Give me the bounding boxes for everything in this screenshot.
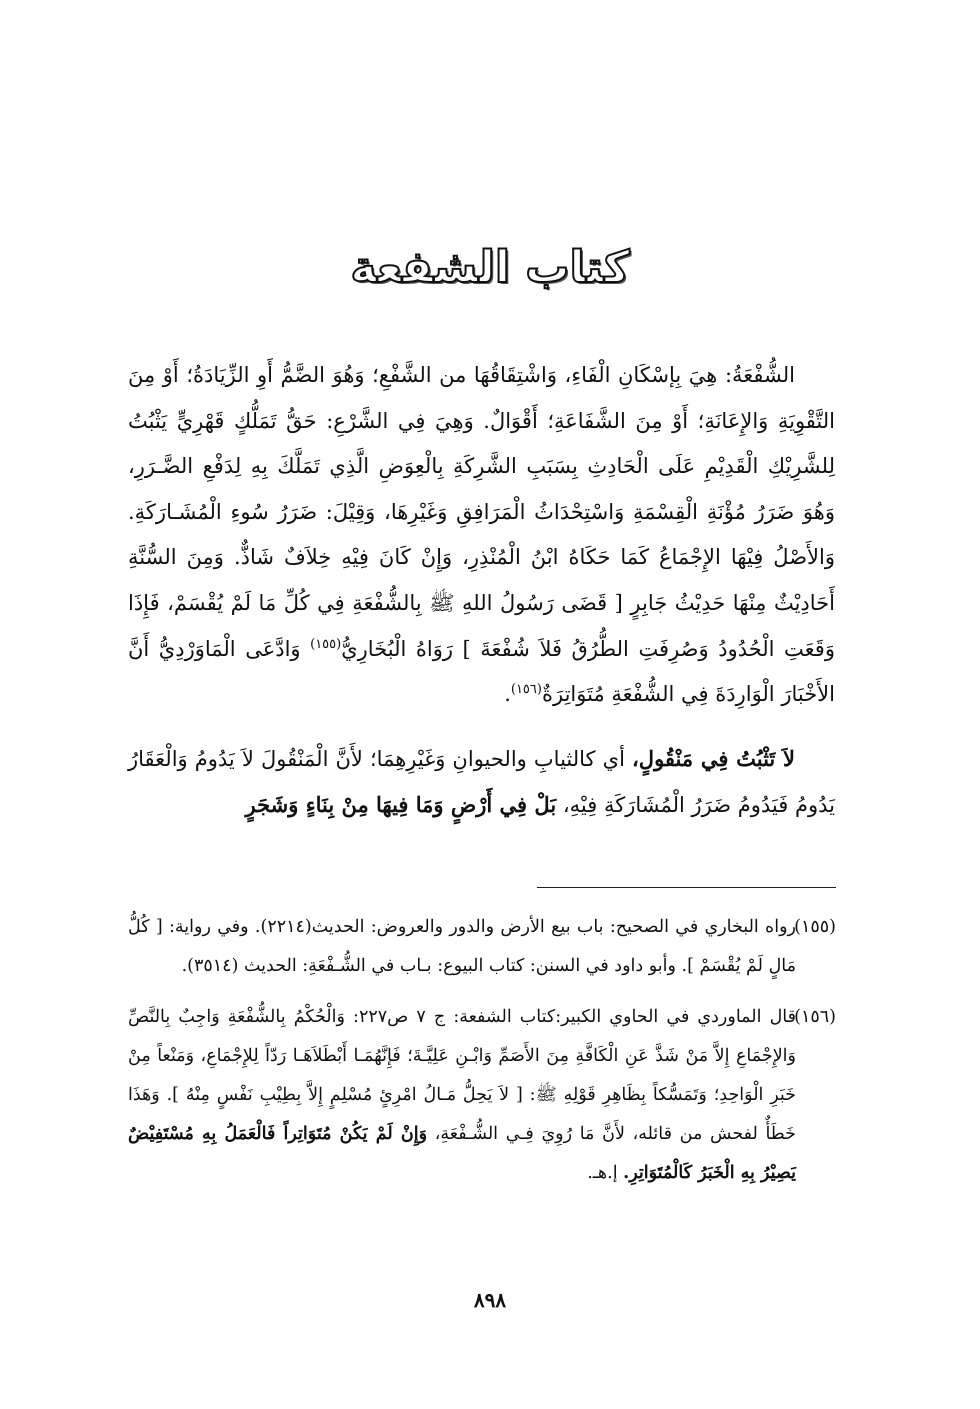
paragraph-conditions <box>128 736 835 829</box>
commentary-text: أي كالثيابِ والحيوانِ وَغَيْرِهِمَا؛ لأَنَّ الْمَنْقُولَ لاَ يَدُومُ وَالْعَقَارُ يَدُومُ فَيَدُومُ ضَرَرُ الْمُشَارَكَةِ فِيْهِ، <box>128 746 835 818</box>
footnote-155 <box>128 908 836 986</box>
footnote-number: (١٥٦) <box>794 1007 836 1027</box>
footnote-reference-156[interactable]: (١٥٦) <box>510 682 542 698</box>
matn-phrase-land: بَلْ فِي أَرْضٍ وَمَا فِيهَا مِنْ بِنَاءٍ وَشَجَرٍ <box>245 792 557 818</box>
footnote-reference-155[interactable]: (١٥٥) <box>310 636 342 652</box>
footnotes-section <box>128 908 836 1205</box>
mawardi-claim-text: وَادَّعَى الْمَاوَرْدِيُّ أَنَّ الأَخْبَارَ الْوَارِدَةَ فِي الشُّفْعَةِ مُتَوَاتِرَةٌ <box>128 636 835 707</box>
chapter-title: كتاب الشفعة <box>350 242 630 293</box>
footnote-156 <box>128 998 836 1193</box>
footnote-bold-text: وَإِنْ لَمْ يَكُنْ مُتَوَاتِراً فَالْعَمَلُ بِهِ مُسْتَفِيْضٌ يَصِيْرُ بِهِ الْخَبَرُ كَالْمُتَوَاتِرِ. <box>128 1124 796 1183</box>
definition-text: الشُّفْعَةُ: هِيَ بِإسْكَانِ الْفَاءِ، وَاشْتِقَاقُهَا من الشَّفْعِ؛ وَهُوَ الضَّمُّ أَوِ الزِّيَادَةُ؛ أَوْ مِنَ التَّقْوِيَةِ وَالإِعَانَةِ؛ أَوْ مِنَ الشَّفَاعَةِ؛ أَقْوَالٌ. وَهِيَ فِي الشَّرْعِ: حَقُّ تَمَلُّكٍ قَهْرِيٍّ يَثْبُتُ لِلشَّرِيْكِ الْقَدِيْمِ عَلَى الْحَادِثِ بِسَبَبِ الشَّرِكَةِ بِالْعِوَضِ الَّذِي تَمَلَّكَ بِهِ لِدَفْعِ الضَّـرَرِ، وَهُوَ ضَرَرُ مُؤْنَةِ الْقِسْمَةِ وَاسْتِحْدَاثُ الْمَرَافِقِ وَغَيْرِهَا، وَقِيْلَ: ضَرَرُ سُوءِ الْمُشَـارَكَةِ. وَالأَصْلُ فِيْهَا الإِجْمَاعُ كَمَا حَكَاهُ ابْنُ الْمُنْذِرِ، وَإِنْ كَانَ فِيْهِ خِلاَفٌ شَاذٌّ. وَمِنَ السُّنَّةِ أَحَادِيْثٌ مِنْهَا حَدِيْثُ جَابِرٍ <box>128 363 835 615</box>
footnote-text: قال الماوردي في الحاوي الكبير:كتاب الشفعة: ج ٧ ص٢٢٧: وَالْحُكْمُ بِالشُّفْعَةِ وَاجِبٌ بِالنَّصِّ وَالإِجْمَاعِ إِلاَّ مَنْ شَذَّ عَنِ الْكَافَّةِ مِنَ الأَصَمِّ وَابْـنِ عَلِيَّـةَ؛ فَإِنَّهُمَـا أَبْطَلاَهَـا رَدّاً لِلإِجْمَاعِ، وَمَنْعاً مِنْ خَبَرِ الْوَاحِدِ؛ وَتَمَسُّكاً بِظَاهِرِ قَوْلِهِ ﷺ: [ لاَ يَحِلُّ مَـالُ امْرِئٍ مُسْلِمٍ إِلاَّ بِطِيْبِ نَفْسٍ مِنْهُ ]. وَهَذَا خَطَأٌ لفحش من قائله، لأَنَّ مَا رُوِيَ فِـي الشُّـفْعَةِ، <box>128 1007 796 1144</box>
footnote-text: رواه البخاري في الصحيح: باب بيع الأرض والدور والعروض: الحديث(٢٢١٤). وفي رواية: [ كُلُّ مَالٍ لَمْ يُقْسَمْ ]. وأبو داود في السنن: كتاب البيوع: بـاب في الشُّـفْعَةِ: الحديث (٣٥١٤). <box>128 917 796 976</box>
sentence-end: . <box>504 682 511 707</box>
footnote-number: (١٥٥) <box>794 917 836 937</box>
narrator-text: رَوَاهُ الْبُخَارِيُّ <box>341 636 453 661</box>
hadith-quote: [ قَضَى رَسُولُ اللهِ ﷺ بِالشُّفْعَةِ فِي كُلِّ مَا لَمْ يُقْسَمْ، فَإِذَا وَقَعَتِ الْحُدُودُ وَصُرِفَتِ الطُّرُقُ فَلاَ شُفْعَةَ ] <box>128 590 835 661</box>
main-text-body <box>128 353 835 829</box>
footnote-end: إ.هـ. <box>587 1163 618 1183</box>
paragraph-definition <box>128 353 835 718</box>
page-number: ٨٩٨ <box>473 1288 507 1312</box>
matn-phrase-movables: لاَ تَثْبُتُ فِي مَنْقُولٍ، <box>632 745 795 771</box>
footnote-divider <box>537 887 836 888</box>
